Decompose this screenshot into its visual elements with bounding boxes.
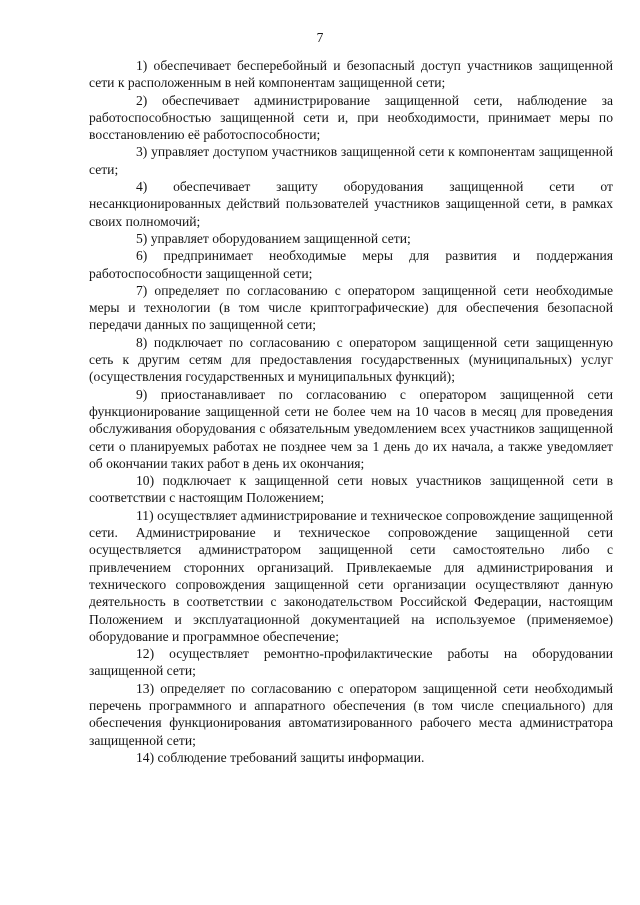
list-item-12: 12) осуществляет ремонтно-профилактические работы на оборудовании защищенной сети; — [89, 646, 613, 679]
body-text — [89, 57, 613, 766]
list-item-13: 13) определяет по согласованию с оператором защищенной сети необходимый перечень программного и аппаратного обеспечения (в том числе специального) для обеспечения функционирования автоматизированного рабочего места администратора защищенной сети; — [89, 680, 613, 748]
list-item-8: 8) подключает по согласованию с оператором защищенной сети защищенную сеть к другим сетям для предоставления государственных (муниципальных) услуг (осуществления государственных и муниципальных функций); — [89, 334, 613, 385]
list-item-1: 1) обеспечивает бесперебойный и безопасный доступ участников защищенной сети к расположенным в ней компонентам защищенной сети; — [89, 58, 613, 91]
list-item-4: 4) обеспечивает защиту оборудования защищенной сети от несанкционированных действий пользователей участников защищенной сети, в рамках своих полномочий; — [89, 179, 613, 229]
list-item-10: 10) подключает к защищенной сети новых участников защищенной сети в соответствии с настоящим Положением; — [89, 473, 613, 506]
list-item-9: 9) приостанавливает по согласованию с оператором защищенной сети функционирование защищенной сети не более чем на 10 часов в месяц для проведения обслуживания оборудования с обязательным уведомлением всех участников защищенной сети о планируемых работах не позднее чем за 1 день до их начала, а также уведомляет об окончании таких работ в день их окончания; — [89, 386, 613, 471]
list-item-5: 5) управляет оборудованием защищенной сети; — [136, 230, 411, 246]
list-item-6: 6) предпринимает необходимые меры для развития и поддержания работоспособности защищенной сети; — [89, 248, 613, 281]
list-item-14: 14) соблюдение требований защиты информации. — [136, 749, 425, 765]
list-item-11: 11) осуществляет администрирование и техническое сопровождение защищенной сети. Администрирование и техническое сопровождение защищенной сети осуществляется администратором защищенной сети самостоятельно либо с привлечением сторонних организаций. Привлекаемые для администрирования и технического сопровождения защищенной сети организации осуществляют данную деятельность в соответствии с законодательством Российской Федерации, настоящим Положением и эксплуатационной документацией на используемое (применяемое) оборудование и программное обеспечение; — [89, 507, 613, 644]
list-item-3: 3) управляет доступом участников защищенной сети к компонентам защищенной сети; — [89, 144, 613, 177]
list-item-2: 2) обеспечивает администрирование защищенной сети, наблюдение за работоспособностью защищенной сети и, при необходимости, принимает меры по восстановлению её работоспособности; — [89, 92, 613, 143]
list-item-7: 7) определяет по согласованию с оператором защищенной сети необходимые меры и технологии (в том числе криптографические) для обеспечения безопасной передачи данных по защищенной сети; — [89, 282, 613, 333]
page-number: 7 — [316, 30, 324, 45]
